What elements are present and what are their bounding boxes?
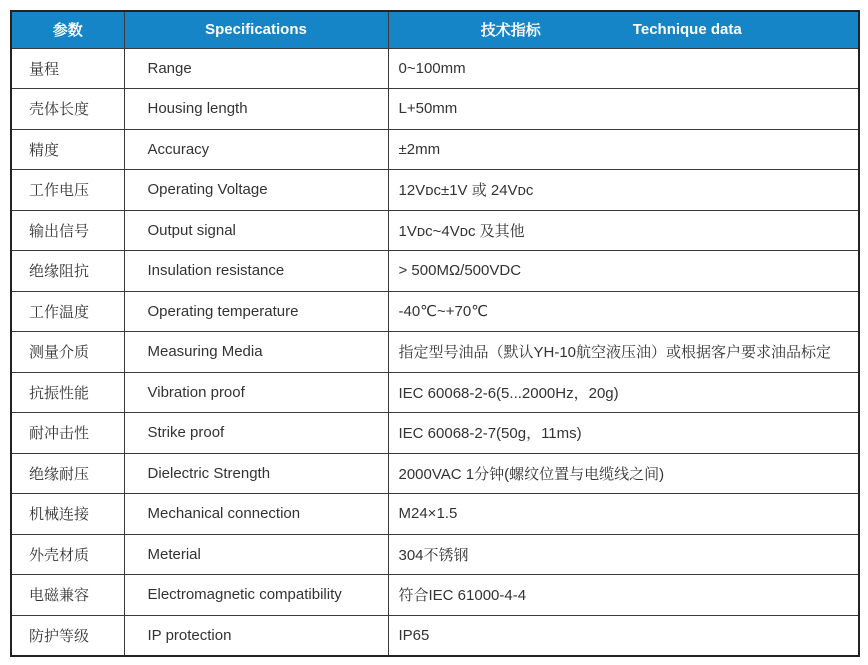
value-text: -40℃~+70℃	[398, 303, 489, 321]
value-cell	[388, 170, 859, 211]
value-text: 指定型号油品（默认YH-10航空液压油）或根据客户要求油品标定	[398, 344, 832, 362]
value-cell	[388, 89, 859, 130]
param-cn-cell: 机械连接	[11, 494, 124, 535]
spec-en-cell: IP protection	[124, 615, 388, 656]
table-row	[11, 89, 859, 130]
header-param-cn: 参数	[11, 11, 124, 48]
specifications-table	[10, 10, 860, 657]
value-text: 2000VAC 1分钟(螺纹位置与电缆线之间)	[398, 465, 665, 483]
param-cn-cell: 工作电压	[11, 170, 124, 211]
value-text: L+50mm	[398, 100, 458, 118]
header-tech-en: Technique data	[632, 21, 742, 39]
param-cn-cell: 绝缘阻抗	[11, 251, 124, 292]
header-tech-cn: 技术指标	[480, 22, 541, 40]
table-row	[11, 129, 859, 170]
param-cn-cell: 输出信号	[11, 210, 124, 251]
table-row	[11, 291, 859, 332]
value-cell	[388, 210, 859, 251]
value-text: M24×1.5	[398, 505, 458, 523]
param-cn-cell: 外壳材质	[11, 534, 124, 575]
param-cn-cell: 抗振性能	[11, 372, 124, 413]
param-cn-cell: 壳体长度	[11, 89, 124, 130]
value-cell	[388, 453, 859, 494]
table-row	[11, 575, 859, 616]
value-cell	[388, 332, 859, 373]
value-text: 12Vᴅᴄ±1V 或 24Vᴅᴄ	[398, 182, 534, 200]
value-text: 304不锈钢	[398, 546, 469, 564]
spec-en-cell: Output signal	[124, 210, 388, 251]
spec-en-cell: Measuring Media	[124, 332, 388, 373]
param-cn-cell: 精度	[11, 129, 124, 170]
value-text: 符合IEC 61000-4-4	[398, 587, 527, 605]
table-row	[11, 534, 859, 575]
specifications-table-container	[10, 10, 860, 657]
value-cell	[388, 413, 859, 454]
param-cn-cell: 测量介质	[11, 332, 124, 373]
table-row	[11, 413, 859, 454]
value-text: IEC 60068-2-6(5...2000Hz，20g)	[398, 384, 619, 402]
value-cell	[388, 372, 859, 413]
value-cell	[388, 534, 859, 575]
spec-en-cell: Mechanical connection	[124, 494, 388, 535]
value-cell	[388, 251, 859, 292]
value-text: > 500MΩ/500VDC	[398, 262, 522, 280]
spec-en-cell: Vibration proof	[124, 372, 388, 413]
value-text: IEC 60068-2-7(50g，11ms)	[398, 425, 582, 443]
value-cell	[388, 129, 859, 170]
value-text: ±2mm	[398, 140, 441, 158]
spec-en-cell: Strike proof	[124, 413, 388, 454]
table-row	[11, 48, 859, 89]
spec-en-cell: Housing length	[124, 89, 388, 130]
table-row	[11, 332, 859, 373]
value-cell	[388, 575, 859, 616]
param-cn-cell: 量程	[11, 48, 124, 89]
spec-en-cell: Operating temperature	[124, 291, 388, 332]
table-row	[11, 453, 859, 494]
table-row	[11, 494, 859, 535]
table-row	[11, 251, 859, 292]
value-text: 0~100mm	[398, 59, 466, 77]
param-cn-cell: 绝缘耐压	[11, 453, 124, 494]
value-text: 1Vᴅᴄ~4Vᴅᴄ 及其他	[398, 222, 525, 240]
spec-en-cell: Electromagnetic compatibility	[124, 575, 388, 616]
spec-en-cell: Meterial	[124, 534, 388, 575]
spec-en-cell: Operating Voltage	[124, 170, 388, 211]
value-cell	[388, 615, 859, 656]
table-row	[11, 615, 859, 656]
value-cell	[388, 494, 859, 535]
table-header-row	[11, 11, 859, 48]
spec-en-cell: Dielectric Strength	[124, 453, 388, 494]
table-row	[11, 210, 859, 251]
param-cn-cell: 耐冲击性	[11, 413, 124, 454]
param-cn-cell: 工作温度	[11, 291, 124, 332]
value-cell	[388, 48, 859, 89]
param-cn-cell: 防护等级	[11, 615, 124, 656]
spec-en-cell: Insulation resistance	[124, 251, 388, 292]
param-cn-cell: 电磁兼容	[11, 575, 124, 616]
header-specifications: Specifications	[124, 11, 388, 48]
spec-en-cell: Range	[124, 48, 388, 89]
table-row	[11, 372, 859, 413]
header-technique-data	[388, 11, 859, 48]
spec-en-cell: Accuracy	[124, 129, 388, 170]
table-row	[11, 170, 859, 211]
value-text: IP65	[398, 626, 430, 644]
value-cell	[388, 291, 859, 332]
